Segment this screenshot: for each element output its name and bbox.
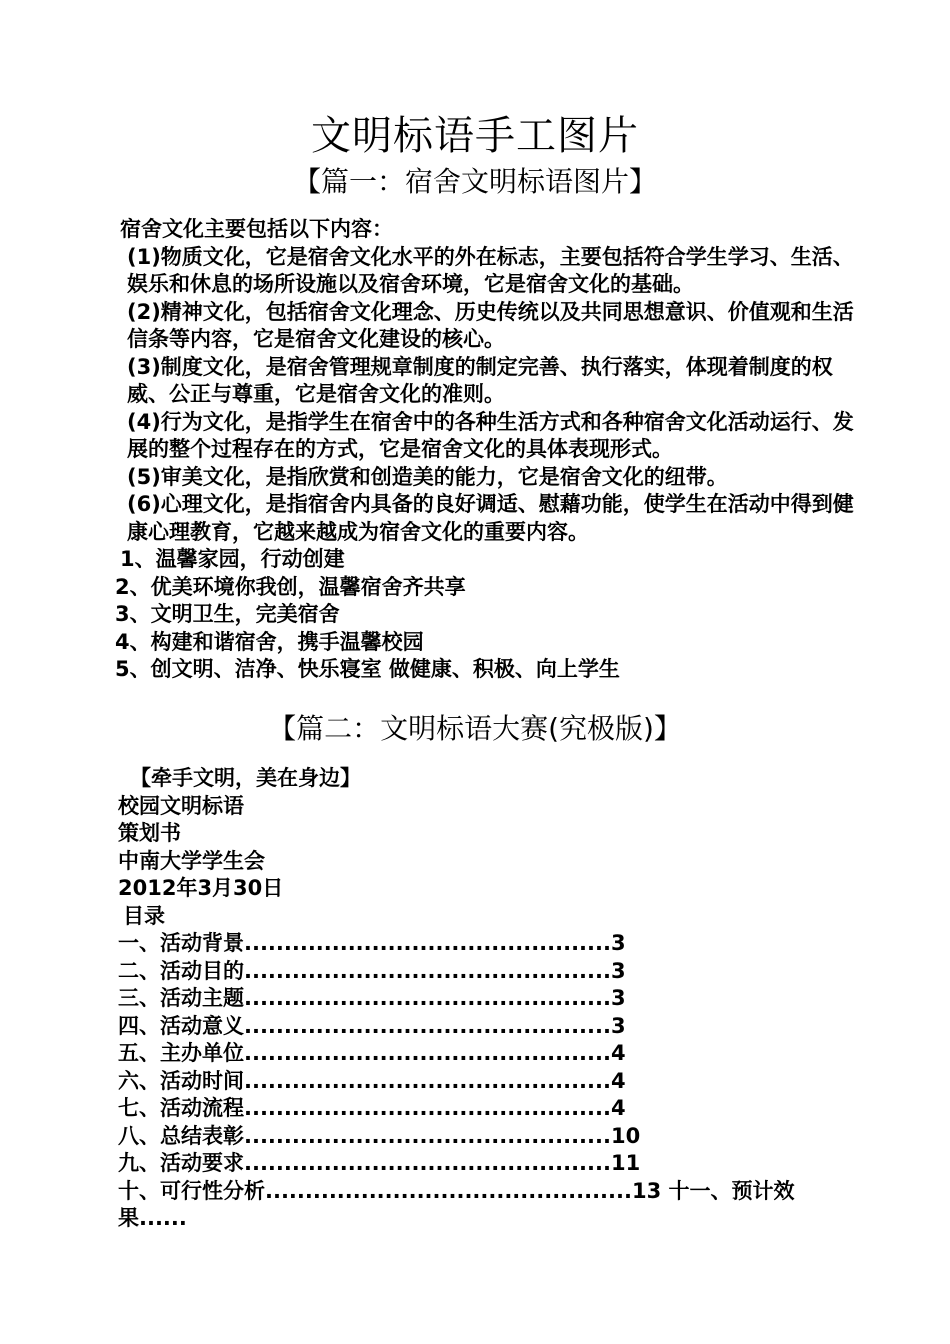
section2-heading: 【篇二：文明标语大赛(究极版)】 [268, 712, 682, 745]
section1-item-3: (3)制度文化，是宿舍管理规章制度的制定完善、执行落实，体现着制度的权威、公正与尊重，它是宿舍文化的准则。 [127, 354, 833, 406]
section1-item-6: (6)心理文化，是指宿舍内具备的良好调适、慰藉功能，使学生在活动中得到健康心理教育，它越来越成为宿舍文化的重要内容。 [127, 492, 854, 544]
section1-item-5: (5)审美文化，是指欣赏和创造美的能力，它是宿舍文化的纽带。 [127, 464, 728, 489]
section1-item-1: (1)物质文化，它是宿舍文化水平的外在标志，主要包括符合学生学习、生活、娱乐和休息的场所设施以及宿舍环境，它是宿舍文化的基础。 [127, 244, 854, 296]
plan-line-3: 中南大学学生会 [118, 848, 265, 873]
toc-entry-2: 二、活动目的..............................................3 [118, 958, 626, 983]
toc-entry-4: 四、活动意义..............................................3 [118, 1013, 626, 1038]
toc-entry-8: 八、总结表彰..............................................10 [118, 1123, 641, 1148]
section1-body [115, 216, 855, 684]
slogan-1: 1、温馨家园，行动创建 [120, 547, 345, 571]
plan-line-2: 策划书 [118, 821, 181, 845]
toc-entry-5: 五、主办单位..............................................4 [118, 1041, 626, 1065]
toc-entry-6: 六、活动时间..............................................4 [118, 1068, 626, 1093]
section2-body [118, 765, 858, 1233]
section2-subtitle: 【牵手文明，美在身边】 [130, 766, 361, 790]
section1-item-4: (4)行为文化，是指学生在宿舍中的各种生活方式和各种宿舍文化活动运行、发展的整个过程存在的方式，它是宿舍文化的具体表现形式。 [127, 409, 854, 461]
toc-entry-10: 十、可行性分析..............................................13 十一、预计效果...... [118, 1178, 795, 1230]
section1-item-2: (2)精神文化，包括宿舍文化理念、历史传统以及共同思想意识、价值观和生活信条等内容，它是宿舍文化建设的核心。 [127, 299, 854, 351]
plan-date: 2012年3月30日 [118, 876, 284, 900]
section1-intro: 宿舍文化主要包括以下内容： [120, 217, 393, 241]
section1-heading: 【篇一：宿舍文明标语图片】 [292, 165, 657, 198]
slogan-2: 2、优美环境你我创，温馨宿舍齐共享 [115, 574, 466, 599]
toc-entry-1: 一、活动背景..............................................3 [118, 931, 626, 955]
toc-title: 目录 [123, 903, 165, 928]
slogan-3: 3、文明卫生，完美宿舍 [115, 602, 340, 626]
plan-line-1: 校园文明标语 [118, 793, 244, 818]
toc-entry-9: 九、活动要求..............................................11 [118, 1151, 641, 1175]
slogan-5: 5、创文明、洁净、快乐寝室 做健康、积极、向上学生 [115, 657, 620, 681]
slogan-4: 4、构建和谐宿舍，携手温馨校园 [115, 629, 424, 654]
document-title: 文明标语手工图片 [311, 113, 639, 159]
toc-entry-3: 三、活动主题..............................................3 [118, 986, 626, 1010]
toc-entry-7: 七、活动流程..............................................4 [118, 1096, 626, 1120]
